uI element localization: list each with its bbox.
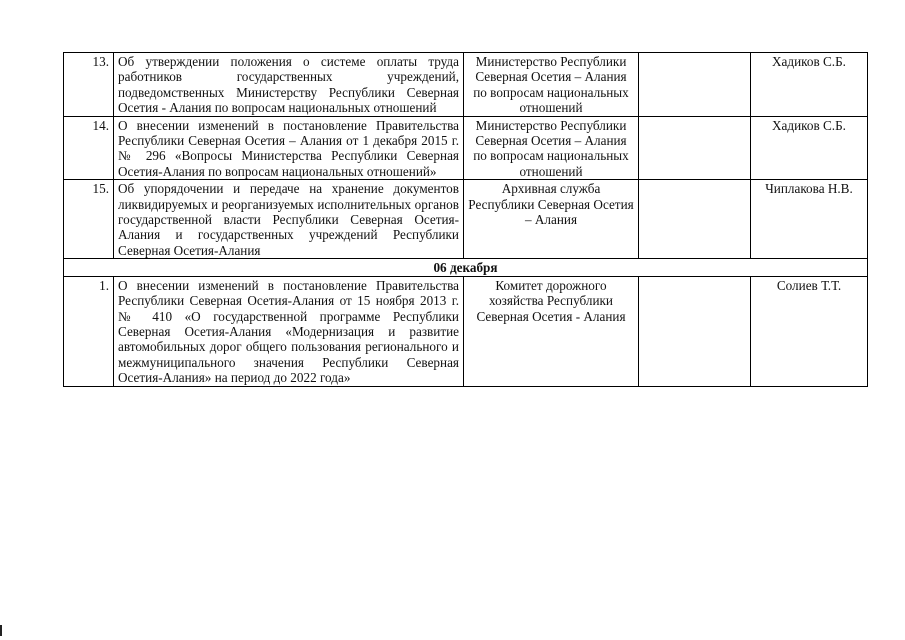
row-number: 15. — [64, 180, 114, 259]
document-title: О внесении изменений в постановление Правительства Республики Северная Осетия – Алания от 1 декабря 2015 г. № 296 «Вопросы Министерства Республики Северная Осетия-Алания по вопросам национальных отношений» — [114, 116, 464, 180]
empty-cell — [639, 276, 751, 386]
responsible-organization: Министерство Республики Северная Осетия – Алания по вопросам национальных отношений — [464, 53, 639, 117]
responsible-organization: Министерство Республики Северная Осетия – Алания по вопросам национальных отношений — [464, 116, 639, 180]
document-title: О внесении изменений в постановление Правительства Республики Северная Осетия-Алания от 15 ноября 2013 г. № 410 «О государственной программе Республики Северная Осетия-Алания «Модернизация и развитие автомобильных дорог общего пользования регионального и межмуниципального значения Республики Северная Осетия-Алания» на период до 2022 года» — [114, 276, 464, 386]
document-title: Об упорядочении и передаче на хранение документов ликвидируемых и реорганизуемых исполнительных органов государственной власти Республики Северная Осетия-Алания и государственных учреждений Республики Северная Осетия-Алания — [114, 180, 464, 259]
responsible-organization: Архивная служба Республики Северная Осетия – Алания — [464, 180, 639, 259]
date-heading: 06 декабря — [64, 259, 868, 276]
scan-edge-mark — [0, 625, 2, 636]
table-row — [64, 180, 868, 259]
table-row — [64, 116, 868, 180]
empty-cell — [639, 180, 751, 259]
row-number: 14. — [64, 116, 114, 180]
date-heading-row — [64, 259, 868, 276]
responsible-person: Хадиков С.Б. — [751, 116, 868, 180]
empty-cell — [639, 116, 751, 180]
responsible-person: Чиплакова Н.В. — [751, 180, 868, 259]
responsible-organization: Комитет дорожного хозяйства Республики Северная Осетия - Алания — [464, 276, 639, 386]
document-title: Об утверждении положения о системе оплаты труда работников государственных учреждений, подведомственных Министерству Республики Северная Осетия - Алания по вопросам национальных отношений — [114, 53, 464, 117]
responsible-person: Солиев Т.Т. — [751, 276, 868, 386]
row-number: 1. — [64, 276, 114, 386]
schedule-table — [63, 52, 868, 387]
responsible-person: Хадиков С.Б. — [751, 53, 868, 117]
row-number: 13. — [64, 53, 114, 117]
empty-cell — [639, 53, 751, 117]
table-row — [64, 53, 868, 117]
table-row — [64, 276, 868, 386]
